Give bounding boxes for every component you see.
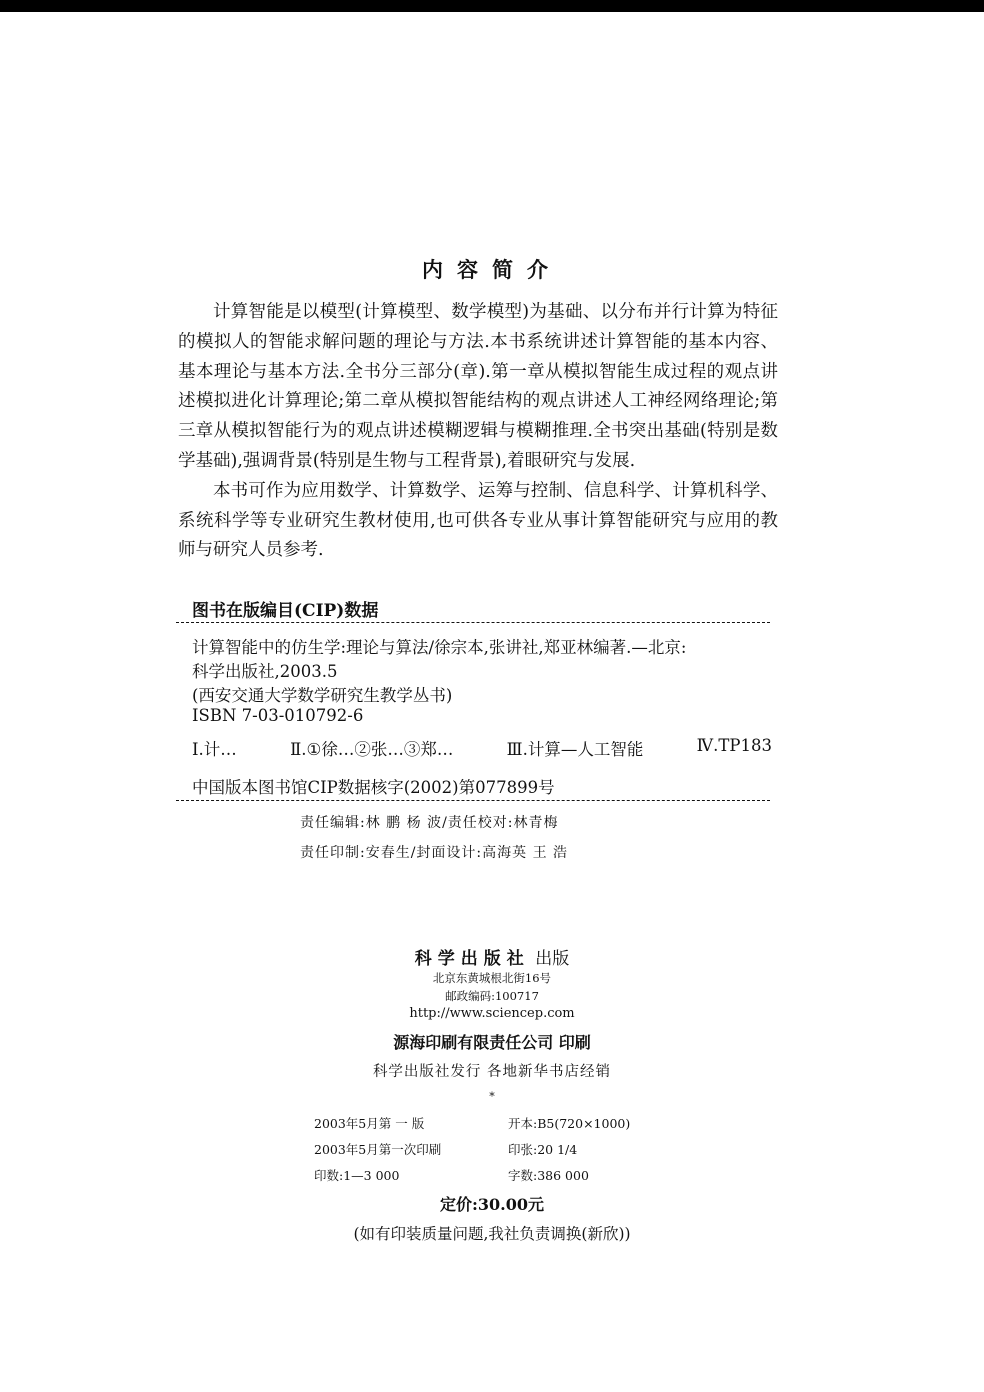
intro-paragraph-2: 本书可作为应用数学、计算数学、运筹与控制、信息科学、计算机科学、系统科学等专业研究生教材使用,也可供各专业从事计算智能研究与应用的教师与研究人员参考. [178,480,778,561]
spec-sheets: 印张:20 1/4 [508,1142,578,1157]
cip-class-1: Ⅰ.计… [192,740,237,759]
publisher-name: 科学出版社 [414,949,530,969]
cip-class-4: Ⅳ.TP183 [696,736,772,755]
cip-bottom-rule [176,800,770,801]
publisher-postcode: 邮政编码:100717 [445,989,539,1003]
cip-isbn: ISBN 7-03-010792-6 [192,706,364,725]
staff-line-2: 责任印制:安春生/封面设计:高海英 王 浩 [300,845,569,861]
distribution-line: 科学出版社发行 各地新华书店经销 [372,1064,612,1080]
cip-series: (西安交通大学数学研究生教学丛书) [192,686,453,705]
cip-class-3: Ⅲ.计算—人工智能 [506,740,644,759]
quality-note: (如有印装质量问题,我社负责调换(新欣)) [353,1225,631,1243]
publisher-line [0,944,984,969]
spec-format: 开本:B5(720×1000) [508,1116,631,1131]
spec-print-run: 印数:1—3 000 [314,1168,400,1183]
cip-top-rule [176,622,770,623]
intro-text [178,298,778,566]
printer-line: 源海印刷有限责任公司 印刷 [393,1033,591,1052]
separator-star: * [489,1090,495,1103]
spec-word-count: 字数:386 000 [508,1168,589,1183]
cip-entry-line-2: 科学出版社,2003.5 [192,662,338,681]
cip-classification [192,736,772,760]
intro-title: 内容简介 [422,257,562,282]
cip-entry-line-1: 计算智能中的仿生学:理论与算法/徐宗本,张讲社,郑亚林编著.—北京: [192,638,687,657]
cip-number: 中国版本图书馆CIP数据核字(2002)第077899号 [192,778,555,797]
staff-line-1: 责任编辑:林 鹏 杨 波/责任校对:林青梅 [300,815,559,831]
cip-heading: 图书在版编目(CIP)数据 [192,601,379,621]
publisher-action: 出版 [535,949,570,969]
spec-edition: 2003年5月第 一 版 [314,1116,425,1131]
publisher-address: 北京东黄城根北街16号 [432,971,552,985]
intro-paragraph-1: 计算智能是以模型(计算模型、数学模型)为基础、以分布并行计算为特征的模拟人的智能求解问题的理论与方法.本书系统讲述计算智能的基本内容、基本理论与基本方法.全书分三部分(章).第一章从模拟智能生成过程的观点讲述模拟进化计算理论;第二章从模拟智能结构的观点讲述人工神经网络理论;第三章从模拟智能行为的观点讲述模糊逻辑与模糊推理.全书突出基础(特别是数学基础),强调背景(特别是生物与工程背景),着眼研究与发展. [178,302,778,471]
spec-printing: 2003年5月第一次印刷 [314,1142,442,1157]
publisher-website: http://www.sciencep.com [409,1006,575,1021]
cip-class-2: Ⅱ.①徐…②张…③郑… [290,740,454,759]
scan-top-border [0,0,984,12]
price: 定价:30.00元 [439,1195,544,1214]
